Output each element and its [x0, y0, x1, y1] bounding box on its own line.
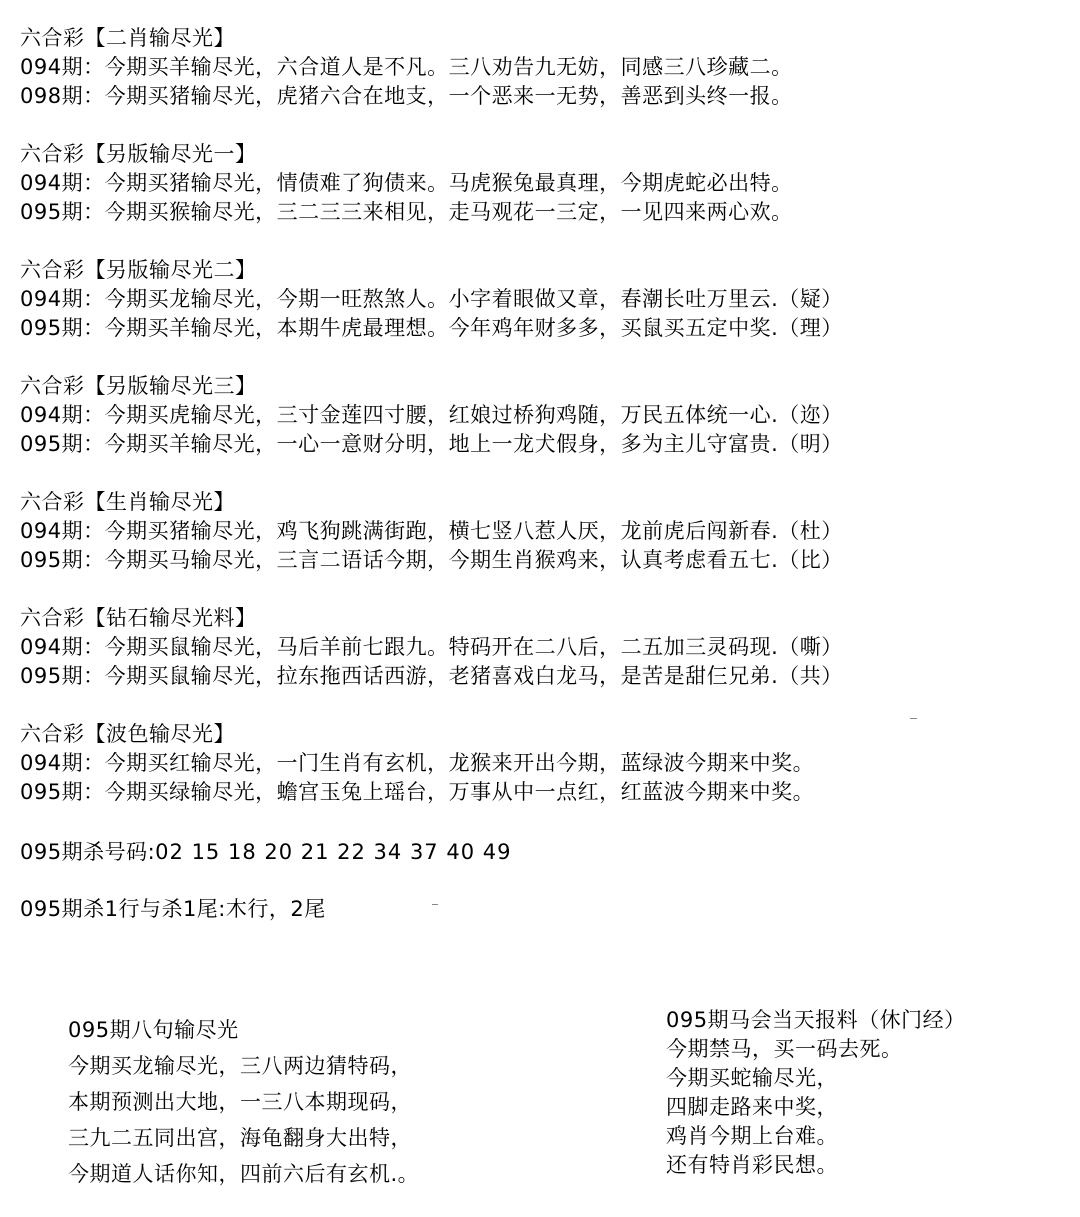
section-title: 六合彩【另版输尽光二】 [20, 258, 257, 282]
kill-row-tail-block [20, 895, 1020, 924]
section-title: 六合彩【波色输尽光】 [20, 722, 235, 746]
horse-report-title: 095期马会当天报料（休门经） [666, 1008, 966, 1032]
section-row: 095期：今期买绿输尽光，蟾宫玉兔上瑶台，万事从中一点红，红蓝波今期来中奖。 [20, 780, 815, 804]
kill-row-tail-label: 095期杀1行与杀1尾: [20, 897, 226, 921]
horse-report-line: 鸡肖今期上台难。 [666, 1124, 838, 1148]
lottery-sections [20, 24, 1070, 836]
section-row: 094期：今期买猪输尽光，情债难了狗债来。马虎猴兔最真理，今期虎蛇必出特。 [20, 171, 793, 195]
section-title: 六合彩【二肖输尽光】 [20, 26, 235, 50]
horse-report-line: 今期禁马，买一码去死。 [666, 1037, 903, 1061]
section-row: 094期：今期买鼠输尽光，马后羊前七跟九。特码开在二八后，二五加三灵码现.（嘶） [20, 635, 843, 659]
kill-row-tail-line [20, 895, 1020, 924]
scan-speck [432, 904, 438, 905]
eight-lines-line: 本期预测出大地，一三八本期现码， [68, 1090, 412, 1114]
section-row: 098期：今期买猪输尽光，虎猪六合在地支，一个恶来一无势，善恶到头终一报。 [20, 84, 793, 108]
kill-numbers-values: 02 15 18 20 21 22 34 37 40 49 [155, 840, 512, 864]
section-row: 094期：今期买羊输尽光，六合道人是不凡。三八劝告九无妨，同感三八珍藏二。 [20, 55, 793, 79]
kill-numbers-block [20, 838, 1020, 867]
section-ling-ban-2 [20, 256, 1070, 372]
eight-lines-line: 今期道人话你知，四前六后有玄机.。 [68, 1162, 420, 1186]
section-row: 095期：今期买羊输尽光，一心一意财分明，地上一龙犬假身，多为主儿守富贵.（明） [20, 432, 843, 456]
section-er-xiao [20, 24, 1070, 140]
section-row: 094期：今期买红输尽光，一门生肖有玄机，龙猴来开出今期，蓝绿波今期来中奖。 [20, 751, 815, 775]
horse-report-line: 还有特肖彩民想。 [666, 1153, 838, 1177]
section-ling-ban-3 [20, 372, 1070, 488]
horse-report-line: 四脚走路来中奖， [666, 1095, 838, 1119]
section-row: 094期：今期买猪输尽光，鸡飞狗跳满街跑，横七竖八惹人厌，龙前虎后闯新春.（杜） [20, 519, 843, 543]
eight-lines-title: 095期八句输尽光 [68, 1018, 239, 1042]
section-title: 六合彩【另版输尽光三】 [20, 374, 257, 398]
section-row: 095期：今期买鼠输尽光，拉东拖西话西游，老猪喜戏白龙马，是苦是甜仨兄弟.（共） [20, 664, 843, 688]
kill-row-tail-value: 木行，2尾 [225, 897, 326, 921]
section-sheng-xiao [20, 488, 1070, 604]
section-row: 095期：今期买羊输尽光，本期牛虎最理想。今年鸡年财多多，买鼠买五定中奖.（理） [20, 316, 843, 340]
section-title: 六合彩【生肖输尽光】 [20, 490, 235, 514]
section-ling-ban-1 [20, 140, 1070, 256]
section-row: 094期：今期买龙输尽光，今期一旺熬煞人。小字着眼做又章，春潮长吐万里云.（疑） [20, 287, 843, 311]
section-row: 095期：今期买猴输尽光，三二三三来相见，走马观花一三定，一见四来两心欢。 [20, 200, 793, 224]
horse-report-block [666, 1006, 1066, 1180]
kill-numbers-label: 095期杀号码: [20, 840, 156, 864]
section-bo-se [20, 720, 1070, 836]
section-title: 六合彩【钻石输尽光料】 [20, 606, 257, 630]
section-row: 095期：今期买马输尽光，三言二语话今期，今期生肖猴鸡来，认真考虑看五七.（比） [20, 548, 843, 572]
section-title: 六合彩【另版输尽光一】 [20, 142, 257, 166]
section-row: 094期：今期买虎输尽光，三寸金莲四寸腰，红娘过桥狗鸡随，万民五体统一心.（迩） [20, 403, 843, 427]
horse-report-line: 今期买蛇输尽光， [666, 1066, 838, 1090]
eight-lines-block [68, 1012, 628, 1192]
eight-lines-line: 三九二五同出宫，海龟翻身大出特， [68, 1126, 412, 1150]
kill-numbers-line [20, 838, 1020, 867]
section-zuan-shi [20, 604, 1070, 720]
scan-speck [910, 718, 917, 719]
eight-lines-line: 今期买龙输尽光，三八两边猜特码， [68, 1054, 412, 1078]
